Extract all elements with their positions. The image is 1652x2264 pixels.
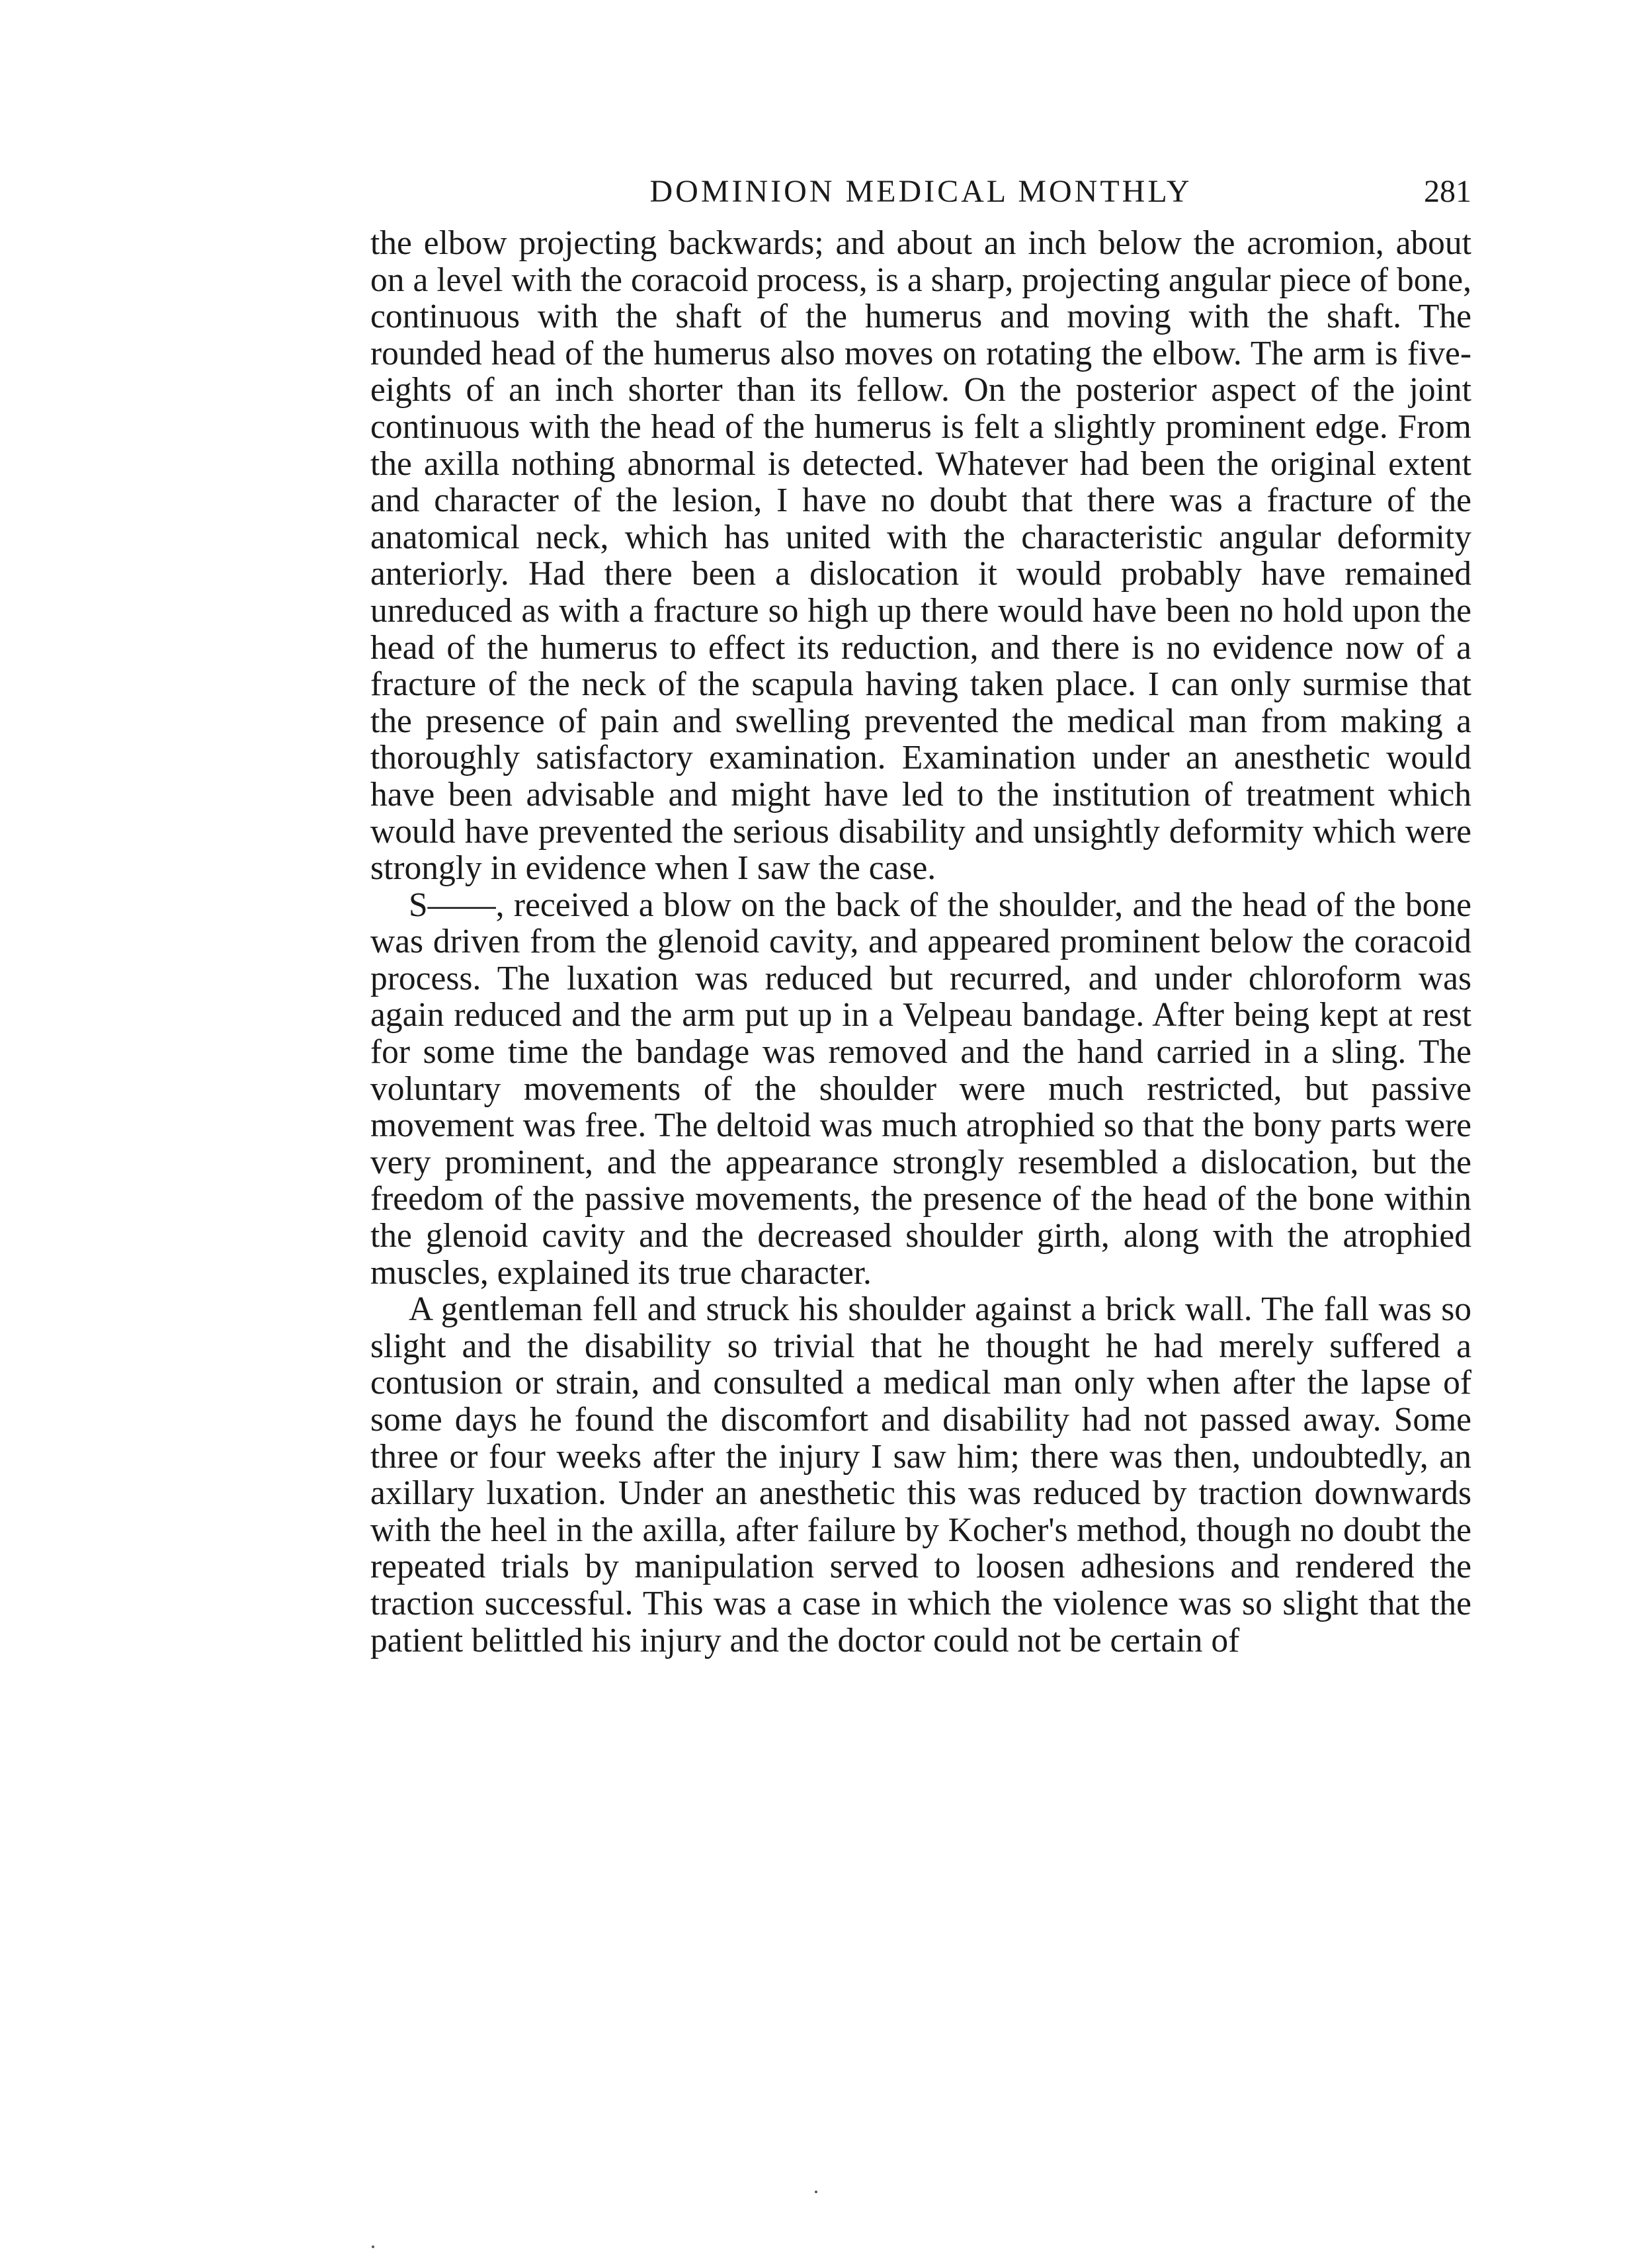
running-head: DOMINION MEDICAL MONTHLY (649, 174, 1192, 209)
paragraph-3: A gentleman fell and struck his shoulder against a brick wall. The fall was so slight and the disability so trivial that he thought he had merely suffered a contusion or strain, and consulted a medical man only when after the lapse of some days he found the discomfort and disability had not passed away. Some three or four weeks after the injury I saw him; there was then, undoubtedly, an axillary luxation. Under an anesthetic this was reduced by traction downwards with the heel in the axilla, after failure by Kocher's method, though no doubt the repeated trials by manipulation served to loosen adhesions and rendered the traction successful. This was a case in which the violence was so slight that the patient belittled his injury and the doctor could not be certain of (370, 1290, 1471, 1659)
paragraph-2: S——, received a blow on the back of the shoulder, and the head of the bone was driven from the glenoid cavity, and appeared prominent below the coracoid process. The luxation was reduced but recurred, and under chloroform was again reduced and the arm put up in a Velpeau bandage. After being kept at rest for some time the bandage was removed and the hand carried in a sling. The voluntary movements of the shoulder were much restricted, but passive movement was free. The deltoid was much atrophied so that the bony parts were very prominent, and the appearance strongly resembled a dislocation, but the freedom of the passive movements, the presence of the head of the bone within the glenoid cavity and the decreased shoulder girth, along with the atrophied muscles, explained its true character. (370, 886, 1471, 1292)
scan-speck (372, 2245, 374, 2248)
scan-speck (815, 2191, 817, 2193)
page-number: 281 (1424, 174, 1471, 209)
page-header (370, 165, 1471, 218)
body-text (370, 225, 1471, 1659)
paragraph-1: the elbow projecting backwards; and about an inch below the acromion, about on a level with the coracoid process, is a sharp, projecting angular piece of bone, continuous with the shaft of the humerus and moving with the shaft. The rounded head of the humerus also moves on rotating the elbow. The arm is five-eights of an inch shorter than its fellow. On the posterior aspect of the joint continuous with the head of the humerus is felt a slightly prominent edge. From the axilla nothing abnormal is detected. Whatever had been the original extent and character of the lesion, I have no doubt that there was a fracture of the anatomical neck, which has united with the characteristic angular deformity anteriorly. Had there been a dislocation it would probably have remained unreduced as with a fracture so high up there would have been no hold upon the head of the humerus to effect its reduction, and there is no evidence now of a fracture of the neck of the scapula having taken place. I can only surmise that the presence of pain and swelling prevented the medical man from making a thoroughly satisfactory examination. Examination under an anesthetic would have been advisable and might have led to the institution of treatment which would have prevented the serious disability and unsightly deformity which were strongly in evidence when I saw the case. (370, 224, 1471, 888)
